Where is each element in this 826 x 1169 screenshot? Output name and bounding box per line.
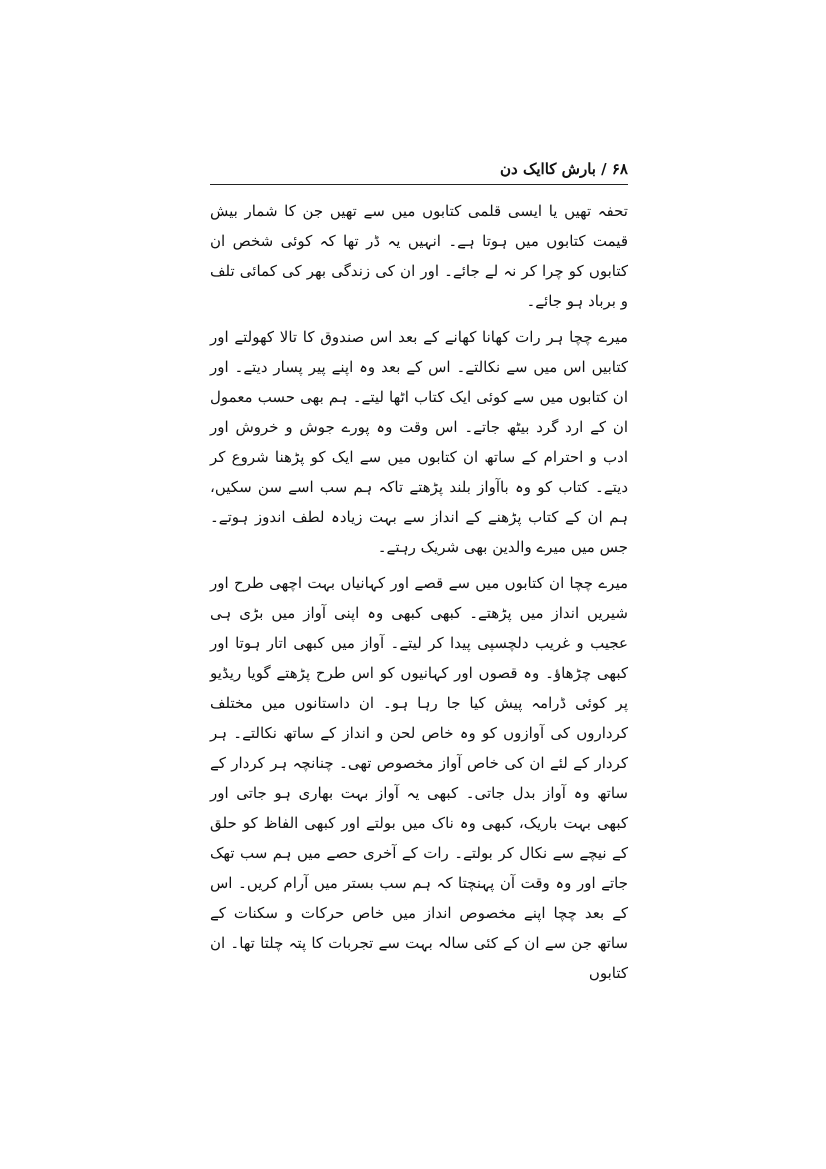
paragraph-1: تحفہ تھیں یا ایسی قلمی کتابوں میں سے تھیں جن کا شمار بیش قیمت کتابوں میں ہوتا ہے۔ انہیں یہ ڈر تھا کہ کوئی شخص ان کتابوں کو چرا کر نہ لے جائے۔ اور ان کی زندگی بھر کی کمائی تلف و برباد ہو جائے۔ <box>210 202 628 310</box>
paragraph-2: میرے چچا ہر رات کھانا کھانے کے بعد اس صندوق کا تالا کھولتے اور کتابیں اس میں سے نکالتے۔ اس کے بعد وہ اپنے پیر پسار دیتے۔ اور ان کتابوں میں سے کوئی ایک کتاب اٹھا لیتے۔ ہم بھی حسب معمول ان کے ارد گرد بیٹھ جاتے۔ اس وقت وہ پورے جوش و خروش اور ادب و احترام کے ساتھ ان کتابوں میں سے ایک کو پڑھنا شروع کر دیتے۔ کتاب کو وہ باآواز بلند پڑھتے تاکہ ہم سب اسے سن سکیں، ہم ان کے کتاب پڑھنے کے انداز سے بہت زیادہ لطف اندوز ہوتے۔ جس میں میرے والدین بھی شریک رہتے۔ <box>210 328 628 556</box>
running-header: ۶۸ / بارش کاایک دن <box>500 160 628 178</box>
paragraph-3: میرے چچا ان کتابوں میں سے قصے اور کہانیاں بہت اچھی طرح اور شیریں انداز میں پڑھتے۔ کبھی کبھی وہ اپنی آواز میں بڑی ہی عجیب و غریب دلچسپی پیدا کر لیتے۔ آواز میں کبھی اتار ہوتا اور کبھی چڑھاؤ۔ وہ قصوں اور کہانیوں کو اس طرح پڑھتے گویا ریڈیو پر کوئی ڈرامہ پیش کیا جا رہا ہو۔ ان داستانوں میں مختلف کرداروں کی آوازوں کو وہ خاص لحن و انداز کے ساتھ نکالتے۔ ہر کردار کے لئے ان کی خاص آواز مخصوص تھی۔ چنانچہ ہر کردار کے ساتھ وہ آواز بدل جاتی۔ کبھی یہ آواز بہت بھاری ہو جاتی اور کبھی بہت باریک، کبھی وہ ناک میں بولتے اور کبھی الفاظ کو حلق کے نیچے سے نکال کر بولتے۔ رات کے آخری حصے میں ہم سب تھک جاتے اور وہ وقت آن پہنچتا کہ ہم سب بستر میں آرام کریں۔ اس کے بعد چچا اپنے مخصوص انداز میں خاص حرکات و سکنات کے ساتھ جن سے ان کے کئی سالہ بہت سے تجربات کا پتہ چلتا تھا۔ ان کتابوں <box>210 574 628 982</box>
header-rule <box>210 184 628 185</box>
body-text <box>210 196 628 994</box>
